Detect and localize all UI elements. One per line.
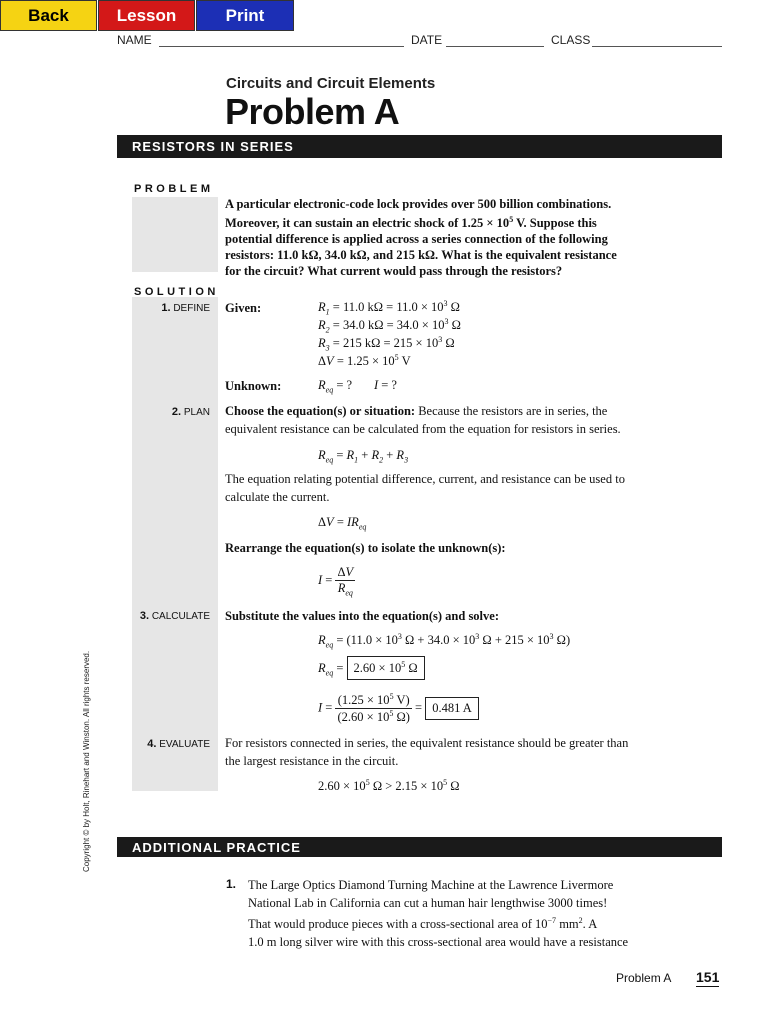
given-r1: $R_1 = 11.0$ $k\Omega = 11.0 \times 10^3$ Ω <box>318 299 460 317</box>
problem-gutter <box>132 197 218 272</box>
given-dv: $\Delta V = 1.25 \times 10^5$ V <box>318 353 411 369</box>
additional-practice-bar: ADDITIONAL PRACTICE <box>117 837 722 857</box>
step-plan: 2. PLAN <box>171 406 210 418</box>
chapter-title: Circuits and Circuit Elements <box>226 75 436 92</box>
class-line <box>592 46 722 47</box>
footer-label: Problem A <box>616 971 672 985</box>
solution-heading: SOLUTION <box>134 286 219 298</box>
rearrange-text: Rearrange the equation(s) to isolate the unknown(s): <box>225 541 506 555</box>
unknown-values: $R_{eq}$ = ? I = ? <box>318 378 397 395</box>
eq-series: $R_{eq} = R_1 + R_2 + R_3$ <box>318 448 409 465</box>
eq-i-result: I = $\frac{(1.25 \times 10^5 V)}{(2.60 \times 10^5 \Omega)}$ = 0.481 A <box>318 692 479 725</box>
section-bar: RESISTORS IN SERIES <box>117 135 722 158</box>
print-button[interactable]: Print <box>196 0 294 31</box>
solution-gutter <box>132 297 218 791</box>
page-number: 151 <box>696 969 720 985</box>
step-evaluate: 4. EVALUATE <box>147 738 210 750</box>
back-button[interactable]: Back <box>0 0 97 31</box>
date-label: DATE <box>411 33 443 47</box>
eq-req-result: $R_{eq} = 2.60 \times 10^5$ Ω <box>318 656 425 680</box>
given-label: Given: <box>225 301 262 315</box>
step-define: 1. DEFINE <box>161 302 210 314</box>
substitute-text: Substitute the values into the equation(s) and solve: <box>225 609 499 623</box>
eq-compare: $2.60 \times 10^5$ $\Omega > 2.15 \times 10^5$ Ω <box>318 778 460 794</box>
problem-heading: PROBLEM <box>134 183 214 195</box>
problem-text: A particular electronic-code lock provides over 500 billion combinations. Moreover, it can sustain an electric shock of $1.25 \times 10^5$ V. Suppose this potential difference is applied across a series connection of the following resistors: 11.0 kΩ, 34.0 kΩ, and 215 kΩ. What is the equivalent resistance for the circuit? What current would pass through the resistors? <box>225 197 617 279</box>
plan-text: Choose the equation(s) or situation: Because the resistors are in series, the equivalent resistance can be calculated from the equation for resistors in series. <box>225 404 621 436</box>
eq-req-sum: $R_{eq} = (11.0 \times 10^3$ $\Omega + 34.0 \times 10^3$ $\Omega + 215 \times 10^3$ Ω) <box>318 632 571 650</box>
practice-number: 1. <box>226 877 237 891</box>
given-r3: $R_3 = 215$ $k\Omega = 215 \times 10^3$ Ω <box>318 335 455 353</box>
date-line <box>446 46 544 47</box>
evaluate-text: For resistors connected in series, the equivalent resistance should be greater than the largest resistance in the circuit. <box>225 736 629 768</box>
practice-text: The Large Optics Diamond Turning Machine at the Lawrence Livermore National Lab in California can cut a human hair lengthwise 3000 times! That would produce pieces with a cross-sectional area of $10^{-7}$ $mm^2$. A 1.0 m long silver wire with this cross-sectional area would have a resistance <box>248 878 629 950</box>
name-label: NAME <box>117 33 152 47</box>
lesson-button[interactable]: Lesson <box>98 0 195 31</box>
step-calculate: 3. CALCULATE <box>139 610 210 622</box>
page-title: Problem A <box>225 91 400 132</box>
copyright-text: Copyright © by Holt, Rinehart and Winston. All rights reserved. <box>82 650 91 872</box>
unknown-label: Unknown: <box>225 379 282 393</box>
name-line <box>159 46 404 47</box>
class-label: CLASS <box>551 33 591 47</box>
given-r2: $R_2 = 34.0$ $k\Omega = 34.0 \times 10^3$ Ω <box>318 317 461 335</box>
relating-text: The equation relating potential difference, current, and resistance can be used to calculate the current. <box>225 472 625 504</box>
eq-ohm: $\Delta V = IR_{eq}$ <box>318 515 367 532</box>
eq-current: I = $\frac{\Delta V}{R_{eq}}$ <box>318 565 354 598</box>
